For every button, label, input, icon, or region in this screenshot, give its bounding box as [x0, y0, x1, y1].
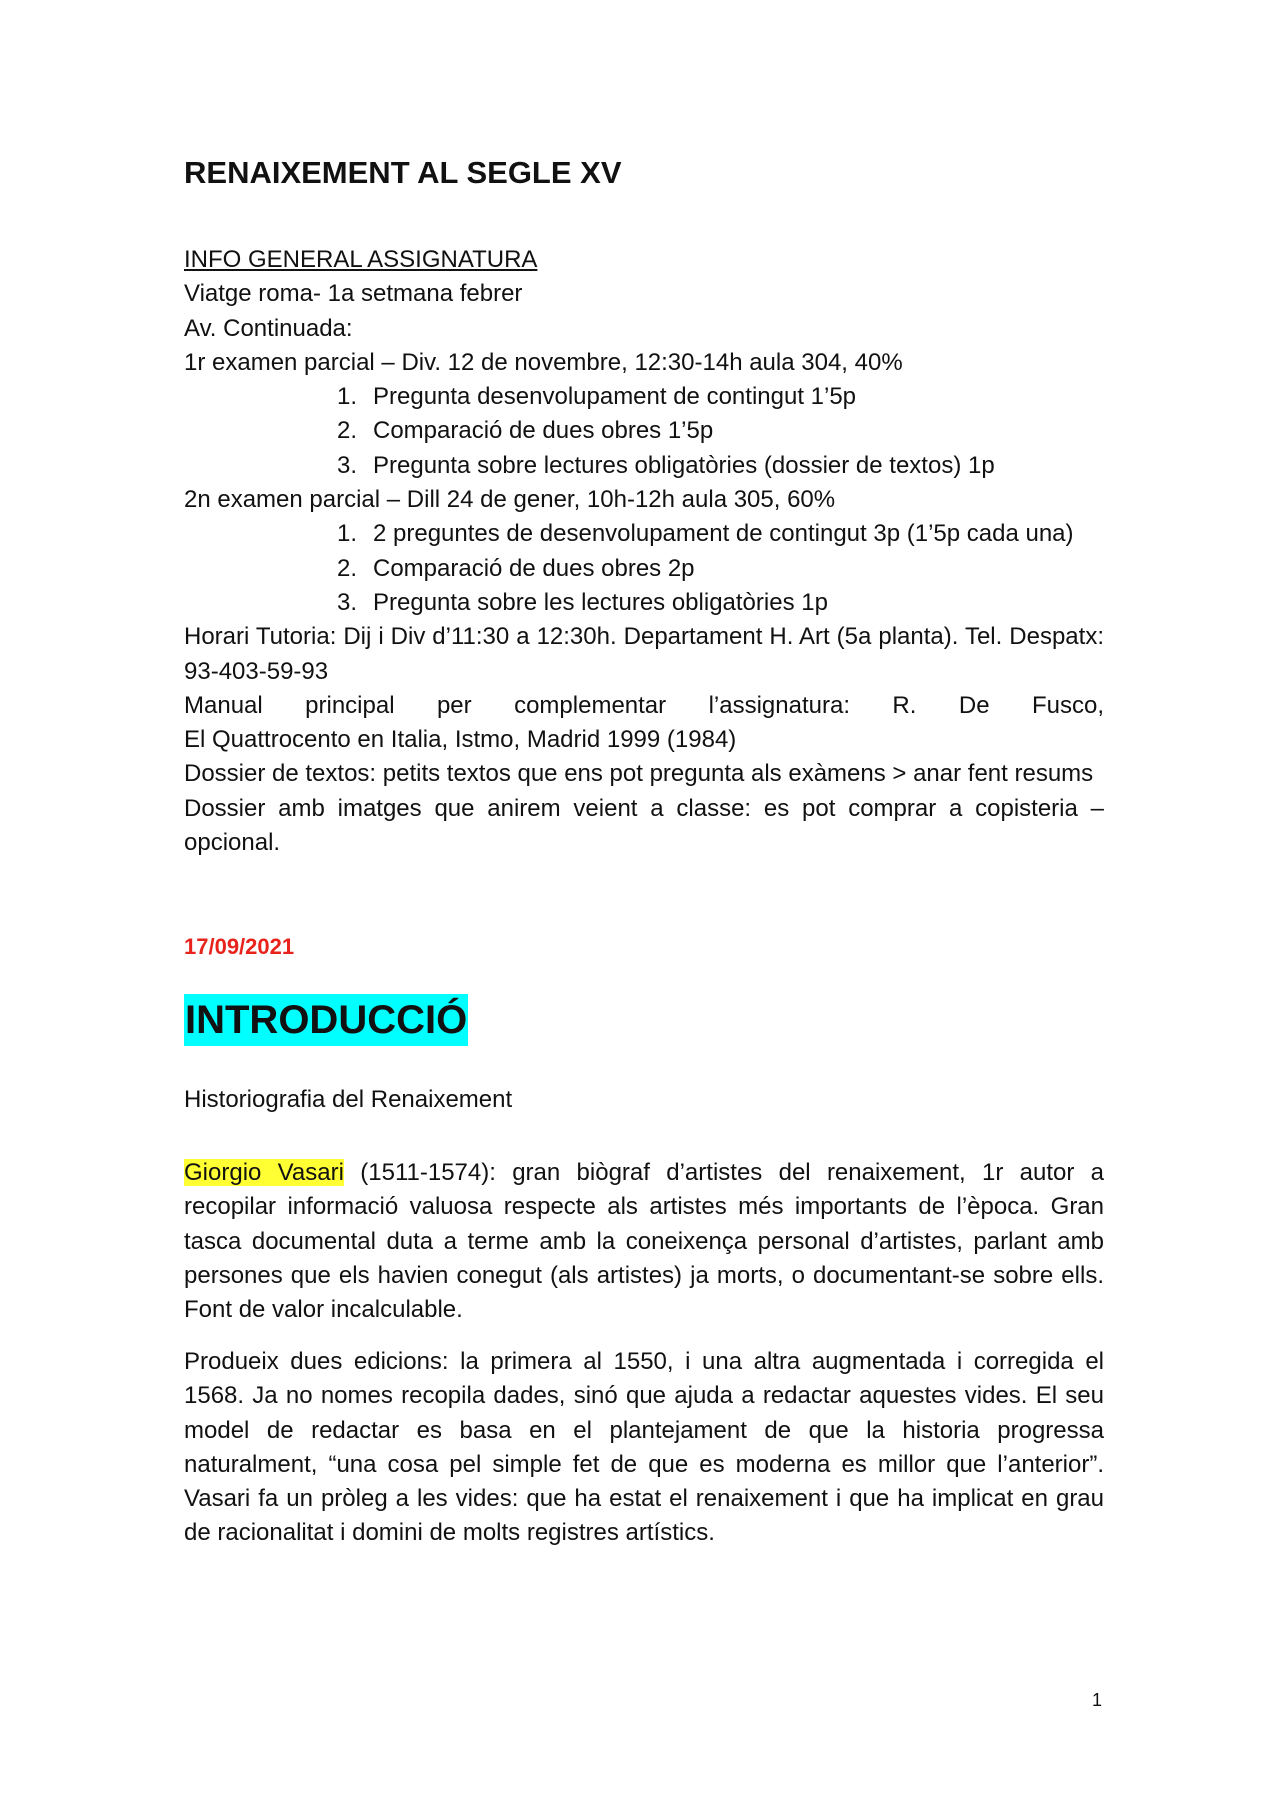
dossier-images-line: Dossier amb imatges que anirem veient a classe: es pot comprar a copisteria – opcional. — [184, 794, 1104, 857]
list-number: 3. — [337, 588, 358, 616]
list-text: Pregunta desenvolupament de contingut 1’5p — [373, 383, 857, 411]
list-text: Comparació de dues obres 2p — [373, 554, 695, 582]
list-item — [337, 552, 1104, 586]
list-number: 2. — [337, 417, 358, 445]
vasari-text: (1511-1574): gran biògraf d’artistes del renaixement, 1r autor a recopilar informació valuosa respecte als artistes més importants de l’època. Gran tasca documental duta a terme amb la coneixença personal d’artistes, parlant amb persones que els havien conegut (als artistes) ja morts, o documentant-se sobre ells. Font de valor incalculable. — [184, 1159, 1105, 1324]
list-item — [337, 517, 1104, 551]
trip-line: Viatge roma- 1a setmana febrer — [184, 280, 523, 308]
exam1-list — [184, 380, 1104, 483]
list-item — [337, 449, 1104, 483]
manual-line-2: El Quattrocento en Italia, Istmo, Madrid 1999 (1984) — [184, 726, 737, 754]
dossier-texts-line: Dossier de textos: petits textos que ens pot pregunta als exàmens > anar fent resums — [184, 760, 1094, 788]
exam1-line: 1r examen parcial – Div. 12 de novembre, 12:30-14h aula 304, 40% — [184, 348, 903, 376]
list-item — [337, 586, 1104, 620]
manual-line-1: Manual principal per complementar l’assignatura: R. De Fusco, — [184, 691, 1104, 719]
list-number: 1. — [337, 383, 358, 411]
editions-paragraph: Produeix dues edicions: la primera al 1550, i una altra augmentada i corregida el 1568. Ja no nomes recopila dades, sinó que ajuda a redactar aquestes vides. El seu model de redactar es basa en el plantejament de que la historia progressa naturalment, “una cosa pel simple fet de que es moderna es millor que l’anterior”. Vasari fa un pròleg a les vides: que ha estat el renaixement i que ha implicat en grau de racionalitat i domini de molts registres artístics. — [184, 1348, 1104, 1547]
exam2-list — [184, 517, 1104, 620]
list-text: Pregunta sobre lectures obligatòries (dossier de textos) 1p — [373, 451, 995, 479]
list-text: Comparació de dues obres 1’5p — [373, 417, 714, 445]
continuous-assessment-line: Av. Continuada: — [184, 314, 353, 342]
document-title: RENAIXEMENT AL SEGLE XV — [184, 155, 622, 190]
info-heading: INFO GENERAL ASSIGNATURA — [184, 246, 538, 273]
vasari-paragraph — [184, 1156, 1104, 1327]
list-text: Pregunta sobre les lectures obligatòries 1p — [373, 588, 828, 616]
list-text: 2 preguntes de desenvolupament de contingut 3p (1’5p cada una) — [373, 520, 1074, 548]
session-date: 17/09/2021 — [184, 934, 295, 959]
highlighted-name: Giorgio Vasari — [184, 1159, 344, 1186]
list-number: 3. — [337, 451, 358, 479]
course-info — [184, 243, 1104, 860]
list-item — [337, 414, 1104, 448]
page-number: 1 — [1092, 1690, 1103, 1710]
tutoring-line: Horari Tutoria: Dij i Div d’11:30 a 12:30h. Departament H. Art (5a planta). Tel. Despatx: 93-403-59-93 — [184, 623, 1104, 685]
list-item — [337, 380, 1104, 414]
exam2-line: 2n examen parcial – Dill 24 de gener, 10h-12h aula 305, 60% — [184, 486, 836, 514]
list-number: 2. — [337, 554, 358, 582]
section-title: INTRODUCCIÓ — [184, 994, 468, 1046]
list-number: 1. — [337, 520, 358, 548]
subheading: Historiografia del Renaixement — [184, 1086, 513, 1113]
